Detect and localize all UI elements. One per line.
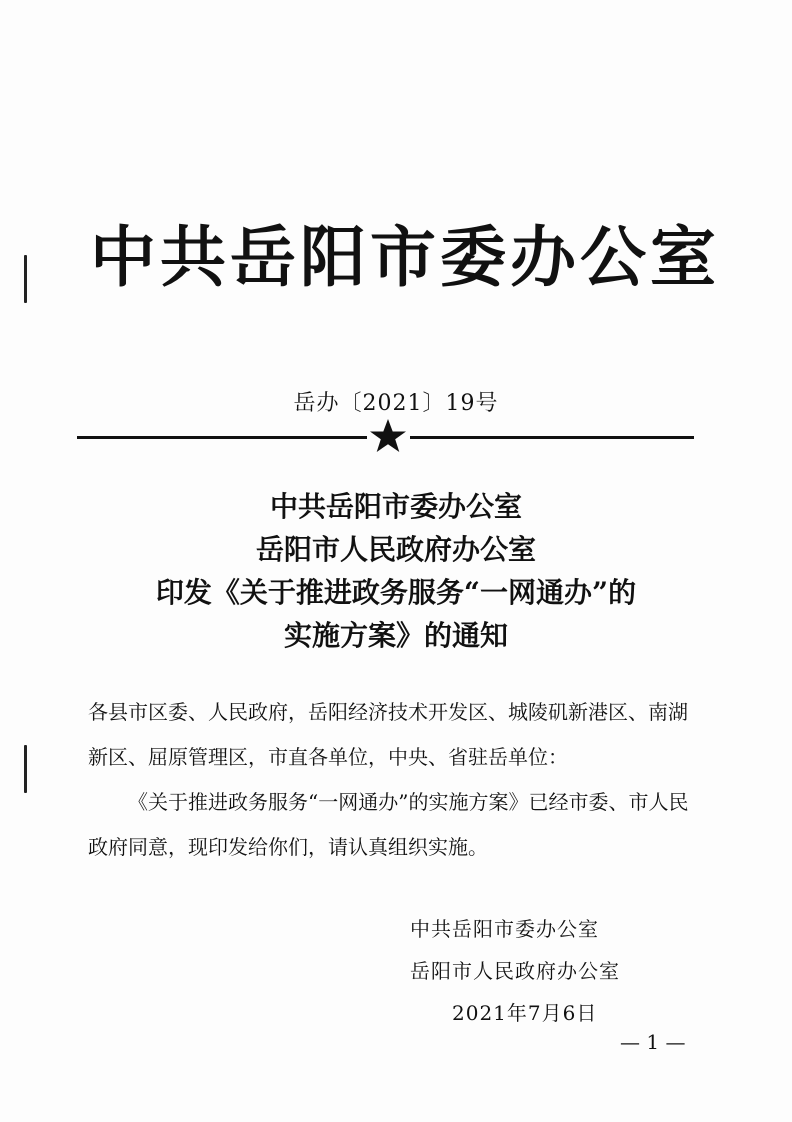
title-line: 中共岳阳市委办公室 [269,490,522,523]
title-line: 印发《关于推进政务服务“一网通办”的 [155,576,637,609]
header-rule-right [410,436,694,439]
scan-artifact-mark [24,745,27,793]
document-number: 岳办〔2021〕19号 [293,391,499,416]
page-number: — 1 — [620,1030,686,1054]
title-line: 实施方案》的通知 [283,619,508,652]
title-line: 岳阳市人民政府办公室 [255,533,536,566]
signature-org-1: 中共岳阳市委办公室 [410,917,599,941]
signature-date: 2021年7月6日 [452,1001,598,1025]
document-title [0,485,792,657]
document-body [88,690,700,870]
header-rule-left [77,436,367,439]
body-paragraph: 《关于推进政务服务“一网通办”的实施方案》已经市委、市人民政府同意，现印发给你们，请认真组织实施。 [88,790,689,859]
addressee: 各县市区委、人民政府，岳阳经济技术开发区、城陵矶新港区、南湖新区、屈原管理区，市直各单位，中央、省驻岳单位： [88,700,688,769]
org-header: 中共岳阳市委办公室 [90,218,720,296]
star-icon [368,418,408,454]
scan-artifact-mark [24,255,27,303]
signature-block [410,908,670,1034]
signature-org-2: 岳阳市人民政府办公室 [410,959,620,983]
